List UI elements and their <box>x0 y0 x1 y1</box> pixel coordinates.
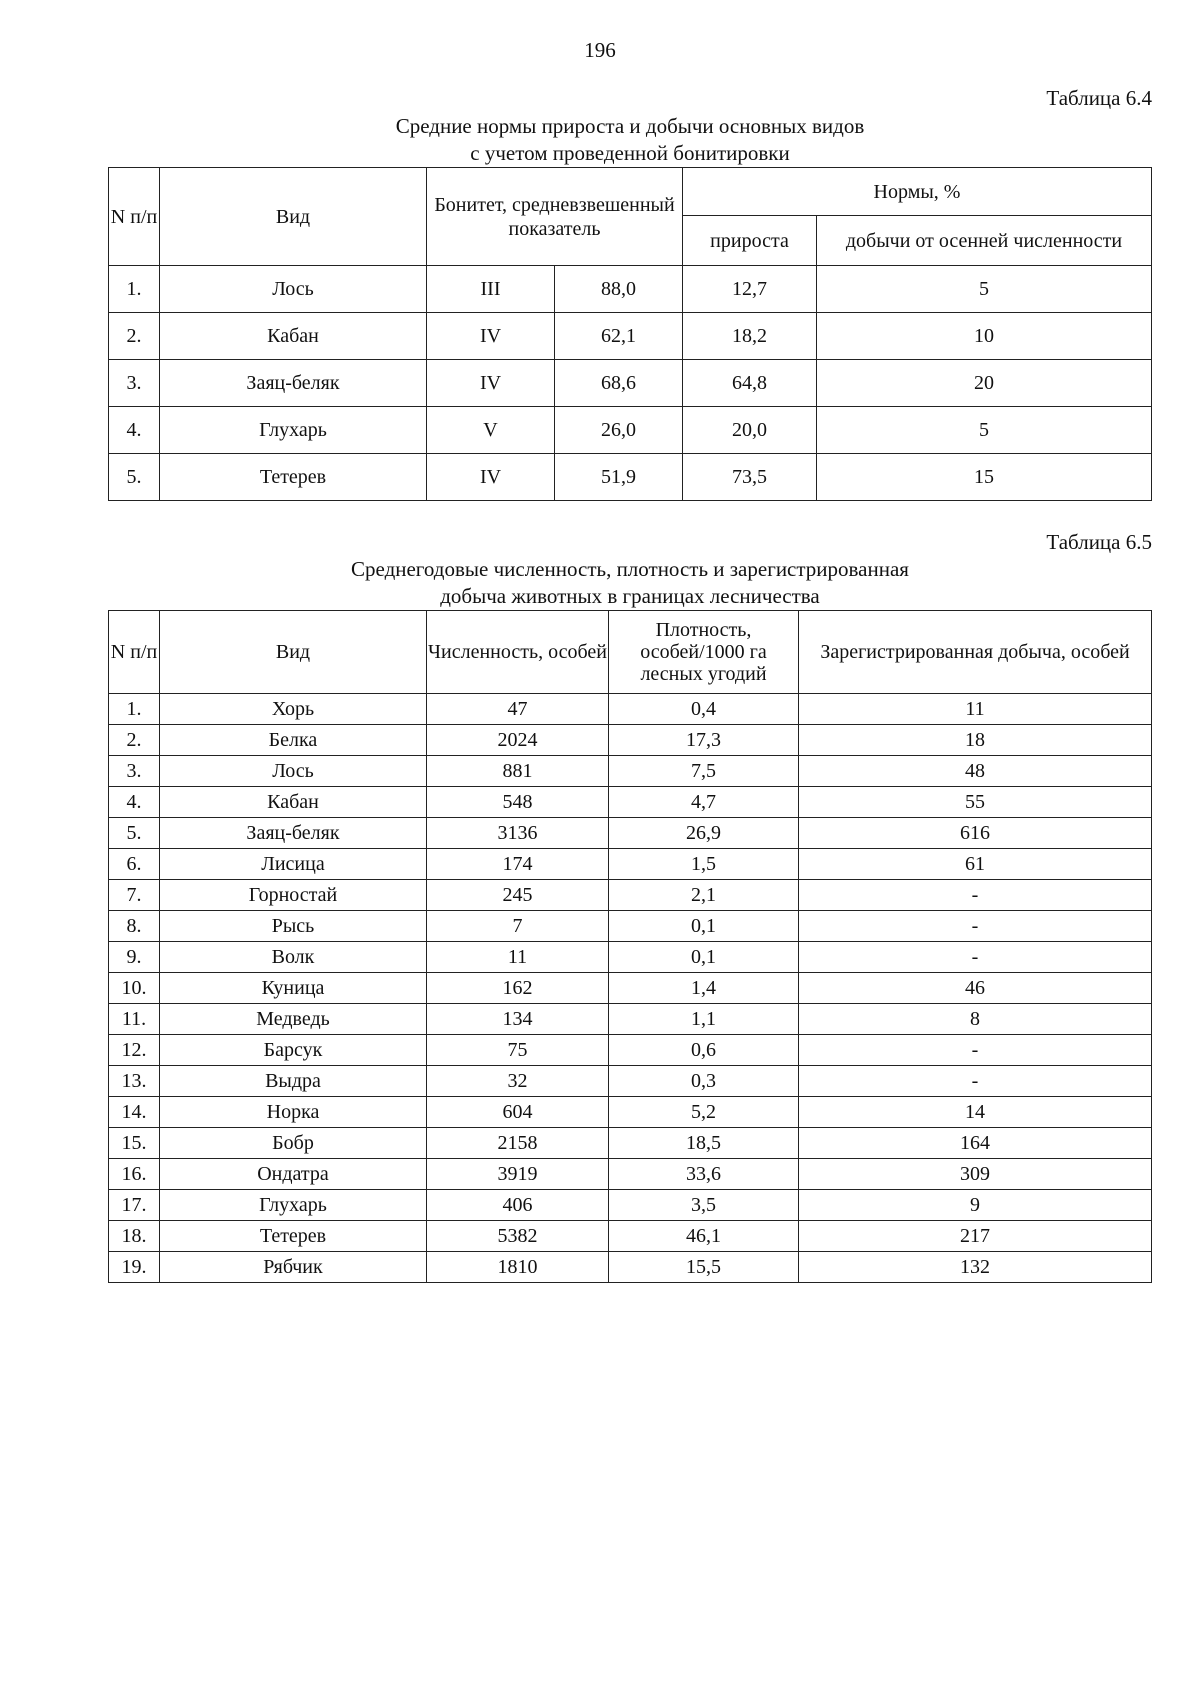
cell-harvest: 217 <box>799 1221 1152 1252</box>
cell-density: 4,7 <box>609 787 799 818</box>
cell-species: Горностай <box>160 880 427 911</box>
header-species: Вид <box>160 168 427 266</box>
table-row <box>109 849 1152 880</box>
table-6-5-label: Таблица 6.5 <box>1046 530 1152 554</box>
cell-class: IV <box>427 360 555 407</box>
table-row <box>109 1159 1152 1190</box>
cell-species: Медведь <box>160 1004 427 1035</box>
cell-growth: 18,2 <box>683 313 817 360</box>
table-6-5-title-line1: Среднегодовые численность, плотность и зарегистрированная <box>351 557 909 581</box>
cell-growth: 73,5 <box>683 454 817 501</box>
cell-species: Выдра <box>160 1066 427 1097</box>
cell-num: 16. <box>109 1159 160 1190</box>
cell-num: 17. <box>109 1190 160 1221</box>
cell-num: 8. <box>109 911 160 942</box>
table-row <box>109 1128 1152 1159</box>
table-row <box>109 1221 1152 1252</box>
cell-num: 11. <box>109 1004 160 1035</box>
cell-species: Лисица <box>160 849 427 880</box>
table-row <box>109 942 1152 973</box>
cell-harvest: 46 <box>799 973 1152 1004</box>
cell-species: Заяц-беляк <box>160 360 427 407</box>
header-num: N п/п <box>109 611 160 694</box>
cell-species: Белка <box>160 725 427 756</box>
cell-count: 245 <box>427 880 609 911</box>
cell-class: IV <box>427 454 555 501</box>
cell-density: 33,6 <box>609 1159 799 1190</box>
cell-num: 13. <box>109 1066 160 1097</box>
cell-num: 14. <box>109 1097 160 1128</box>
cell-num: 1. <box>109 694 160 725</box>
cell-density: 0,1 <box>609 911 799 942</box>
cell-harvest: 55 <box>799 787 1152 818</box>
cell-species: Заяц-беляк <box>160 818 427 849</box>
cell-harvest: 5 <box>817 266 1152 313</box>
cell-species: Рябчик <box>160 1252 427 1283</box>
table-row <box>109 1252 1152 1283</box>
cell-species: Бобр <box>160 1128 427 1159</box>
table-6-4-title-line2: с учетом проведенной бонитировки <box>470 141 790 165</box>
cell-num: 9. <box>109 942 160 973</box>
cell-species: Ондатра <box>160 1159 427 1190</box>
table-row <box>109 694 1152 725</box>
cell-class: III <box>427 266 555 313</box>
cell-harvest: - <box>799 942 1152 973</box>
header-density: Плотность, особей/1000 га лесных угодий <box>609 611 799 694</box>
cell-density: 0,3 <box>609 1066 799 1097</box>
cell-count: 881 <box>427 756 609 787</box>
cell-density: 0,4 <box>609 694 799 725</box>
table-row <box>109 454 1152 501</box>
cell-density: 1,4 <box>609 973 799 1004</box>
cell-harvest: - <box>799 1035 1152 1066</box>
table-row <box>109 1097 1152 1128</box>
cell-num: 10. <box>109 973 160 1004</box>
cell-count: 75 <box>427 1035 609 1066</box>
cell-count: 604 <box>427 1097 609 1128</box>
table-row <box>109 911 1152 942</box>
cell-count: 174 <box>427 849 609 880</box>
header-harvest: добычи от осенней численности <box>817 216 1152 266</box>
cell-species: Лось <box>160 756 427 787</box>
cell-harvest: 309 <box>799 1159 1152 1190</box>
cell-harvest: - <box>799 880 1152 911</box>
cell-class: IV <box>427 313 555 360</box>
cell-harvest: 616 <box>799 818 1152 849</box>
cell-num: 1. <box>109 266 160 313</box>
table-row <box>109 360 1152 407</box>
cell-harvest: 164 <box>799 1128 1152 1159</box>
cell-count: 2024 <box>427 725 609 756</box>
table-6-5-title <box>0 556 1200 610</box>
cell-density: 18,5 <box>609 1128 799 1159</box>
cell-count: 7 <box>427 911 609 942</box>
cell-density: 46,1 <box>609 1221 799 1252</box>
cell-count: 3136 <box>427 818 609 849</box>
cell-harvest: 10 <box>817 313 1152 360</box>
cell-species: Тетерев <box>160 1221 427 1252</box>
cell-num: 2. <box>109 313 160 360</box>
cell-index: 68,6 <box>555 360 683 407</box>
table-row <box>109 818 1152 849</box>
cell-count: 134 <box>427 1004 609 1035</box>
cell-count: 548 <box>427 787 609 818</box>
table-6-4-label: Таблица 6.4 <box>1046 86 1152 110</box>
table-row <box>109 973 1152 1004</box>
cell-harvest: 132 <box>799 1252 1152 1283</box>
table-row <box>109 407 1152 454</box>
header-growth: прироста <box>683 216 817 266</box>
cell-index: 26,0 <box>555 407 683 454</box>
cell-num: 4. <box>109 787 160 818</box>
cell-count: 1810 <box>427 1252 609 1283</box>
cell-count: 11 <box>427 942 609 973</box>
cell-count: 406 <box>427 1190 609 1221</box>
cell-index: 62,1 <box>555 313 683 360</box>
table-6-4-title <box>0 113 1200 167</box>
cell-harvest: 61 <box>799 849 1152 880</box>
cell-density: 1,5 <box>609 849 799 880</box>
cell-num: 7. <box>109 880 160 911</box>
cell-density: 3,5 <box>609 1190 799 1221</box>
cell-species: Кабан <box>160 313 427 360</box>
population-table <box>108 610 1152 1283</box>
cell-harvest: 15 <box>817 454 1152 501</box>
cell-class: V <box>427 407 555 454</box>
cell-species: Тетерев <box>160 454 427 501</box>
cell-harvest: 48 <box>799 756 1152 787</box>
cell-species: Барсук <box>160 1035 427 1066</box>
cell-species: Кабан <box>160 787 427 818</box>
cell-species: Глухарь <box>160 407 427 454</box>
cell-species: Норка <box>160 1097 427 1128</box>
cell-index: 51,9 <box>555 454 683 501</box>
cell-harvest: 9 <box>799 1190 1152 1221</box>
norms-table <box>108 167 1152 501</box>
cell-count: 47 <box>427 694 609 725</box>
cell-density: 2,1 <box>609 880 799 911</box>
cell-num: 19. <box>109 1252 160 1283</box>
cell-density: 17,3 <box>609 725 799 756</box>
table-row <box>109 1066 1152 1097</box>
cell-count: 3919 <box>427 1159 609 1190</box>
cell-species: Рысь <box>160 911 427 942</box>
cell-growth: 20,0 <box>683 407 817 454</box>
cell-count: 2158 <box>427 1128 609 1159</box>
cell-count: 32 <box>427 1066 609 1097</box>
header-norms: Нормы, % <box>683 168 1152 216</box>
header-species: Вид <box>160 611 427 694</box>
page-number: 196 <box>584 38 616 62</box>
cell-density: 15,5 <box>609 1252 799 1283</box>
cell-species: Глухарь <box>160 1190 427 1221</box>
header-bonitet: Бонитет, средневзвешенный показатель <box>427 168 683 266</box>
cell-num: 3. <box>109 756 160 787</box>
table-row <box>109 787 1152 818</box>
cell-harvest: 18 <box>799 725 1152 756</box>
table-row <box>109 756 1152 787</box>
cell-count: 5382 <box>427 1221 609 1252</box>
cell-density: 1,1 <box>609 1004 799 1035</box>
cell-species: Куница <box>160 973 427 1004</box>
header-num: N п/п <box>109 168 160 266</box>
cell-harvest: 8 <box>799 1004 1152 1035</box>
cell-num: 12. <box>109 1035 160 1066</box>
cell-num: 2. <box>109 725 160 756</box>
table-6-5-title-line2: добыча животных в границах лесничества <box>440 584 820 608</box>
cell-index: 88,0 <box>555 266 683 313</box>
cell-num: 5. <box>109 454 160 501</box>
cell-harvest: 14 <box>799 1097 1152 1128</box>
cell-num: 5. <box>109 818 160 849</box>
cell-species: Лось <box>160 266 427 313</box>
cell-num: 4. <box>109 407 160 454</box>
cell-harvest: 5 <box>817 407 1152 454</box>
cell-species: Хорь <box>160 694 427 725</box>
table-row <box>109 266 1152 313</box>
cell-num: 3. <box>109 360 160 407</box>
cell-growth: 64,8 <box>683 360 817 407</box>
header-count: Численность, особей <box>427 611 609 694</box>
cell-harvest: - <box>799 1066 1152 1097</box>
table-row <box>109 725 1152 756</box>
cell-count: 162 <box>427 973 609 1004</box>
table-row <box>109 1190 1152 1221</box>
table-row <box>109 880 1152 911</box>
cell-density: 7,5 <box>609 756 799 787</box>
cell-num: 6. <box>109 849 160 880</box>
header-harvest: Зарегистрированная добыча, особей <box>799 611 1152 694</box>
cell-density: 0,1 <box>609 942 799 973</box>
cell-density: 5,2 <box>609 1097 799 1128</box>
table-row <box>109 313 1152 360</box>
cell-species: Волк <box>160 942 427 973</box>
cell-density: 26,9 <box>609 818 799 849</box>
cell-growth: 12,7 <box>683 266 817 313</box>
cell-num: 15. <box>109 1128 160 1159</box>
table-row <box>109 1035 1152 1066</box>
cell-harvest: - <box>799 911 1152 942</box>
cell-harvest: 20 <box>817 360 1152 407</box>
cell-num: 18. <box>109 1221 160 1252</box>
cell-harvest: 11 <box>799 694 1152 725</box>
table-row <box>109 1004 1152 1035</box>
table-6-4-title-line1: Средние нормы прироста и добычи основных видов <box>395 114 865 138</box>
cell-density: 0,6 <box>609 1035 799 1066</box>
